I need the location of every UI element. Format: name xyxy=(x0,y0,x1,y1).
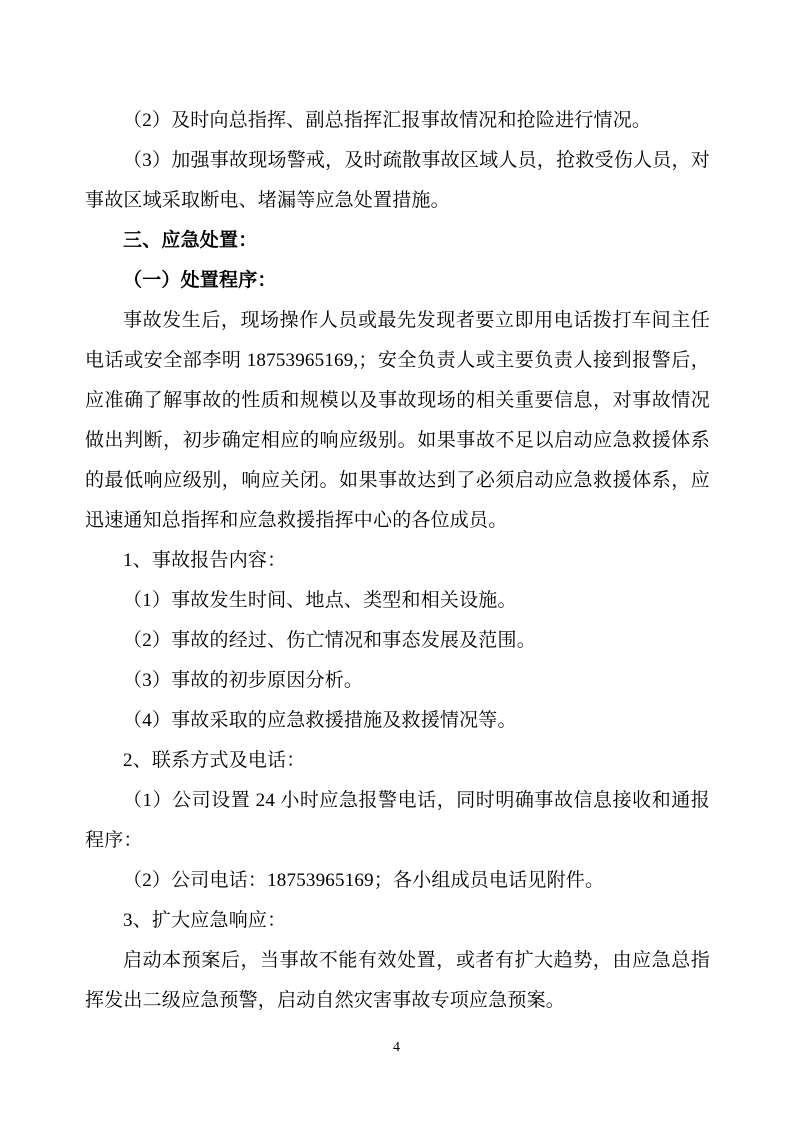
page-footer xyxy=(0,1038,793,1058)
paragraph-body: （1）事故发生时间、地点、类型和相关设施。 xyxy=(123,590,517,611)
paragraph-heading: （一）处置程序： xyxy=(123,270,277,291)
paragraph-body: 启动本预案后，当事故不能有效处置，或者有扩大趋势，由应急总指挥发出二级应急预警，启动自然灾害事故专项应急预案。 xyxy=(85,950,710,1011)
paragraph-body: （3）事故的初步原因分析。 xyxy=(123,670,364,691)
paragraph-body: （2）事故的经过、伤亡情况和事态发展及范围。 xyxy=(123,630,536,651)
paragraph-body: （2）及时向总指挥、副总指挥汇报事故情况和抢险进行情况。 xyxy=(123,110,652,131)
paragraph-body: 3、扩大应急响应： xyxy=(123,910,287,931)
paragraph-body: 1、事故报告内容： xyxy=(123,550,287,571)
paragraph-body: 事故发生后，现场操作人员或最先发现者要立即用电话拨打车间主任电话或安全部李明 18753965169,；安全负责人或主要负责人接到报警后，应准确了解事故的性质和规模以及事故现场的相关重要信息，对事故情况做出判断，初步确定相应的响应级别。如果事故不足以启动应急救援体系的最低响应级别，响应关闭。如果事故达到了必须启动应急救援体系，应迅速通知总指挥和应急救援指挥中心的各位成员。 xyxy=(85,310,710,531)
page-number: 4 xyxy=(393,1040,400,1055)
paragraph-body: 2、联系方式及电话： xyxy=(123,750,306,771)
paragraph-body: （1）公司设置 24 小时应急报警电话，同时明确事故信息接收和通报程序： xyxy=(85,790,710,851)
paragraph-body: （3）加强事故现场警戒，及时疏散事故区域人员，抢救受伤人员，对事故区域采取断电、堵漏等应急处置措施。 xyxy=(85,150,710,211)
paragraph-body: （2）公司电话：18753965169；各小组成员电话见附件。 xyxy=(123,870,605,891)
paragraph-heading: 三、应急处置： xyxy=(123,230,258,251)
document-content xyxy=(85,101,710,1021)
paragraph-body: （4）事故采取的应急救援措施及救援情况等。 xyxy=(123,710,517,731)
